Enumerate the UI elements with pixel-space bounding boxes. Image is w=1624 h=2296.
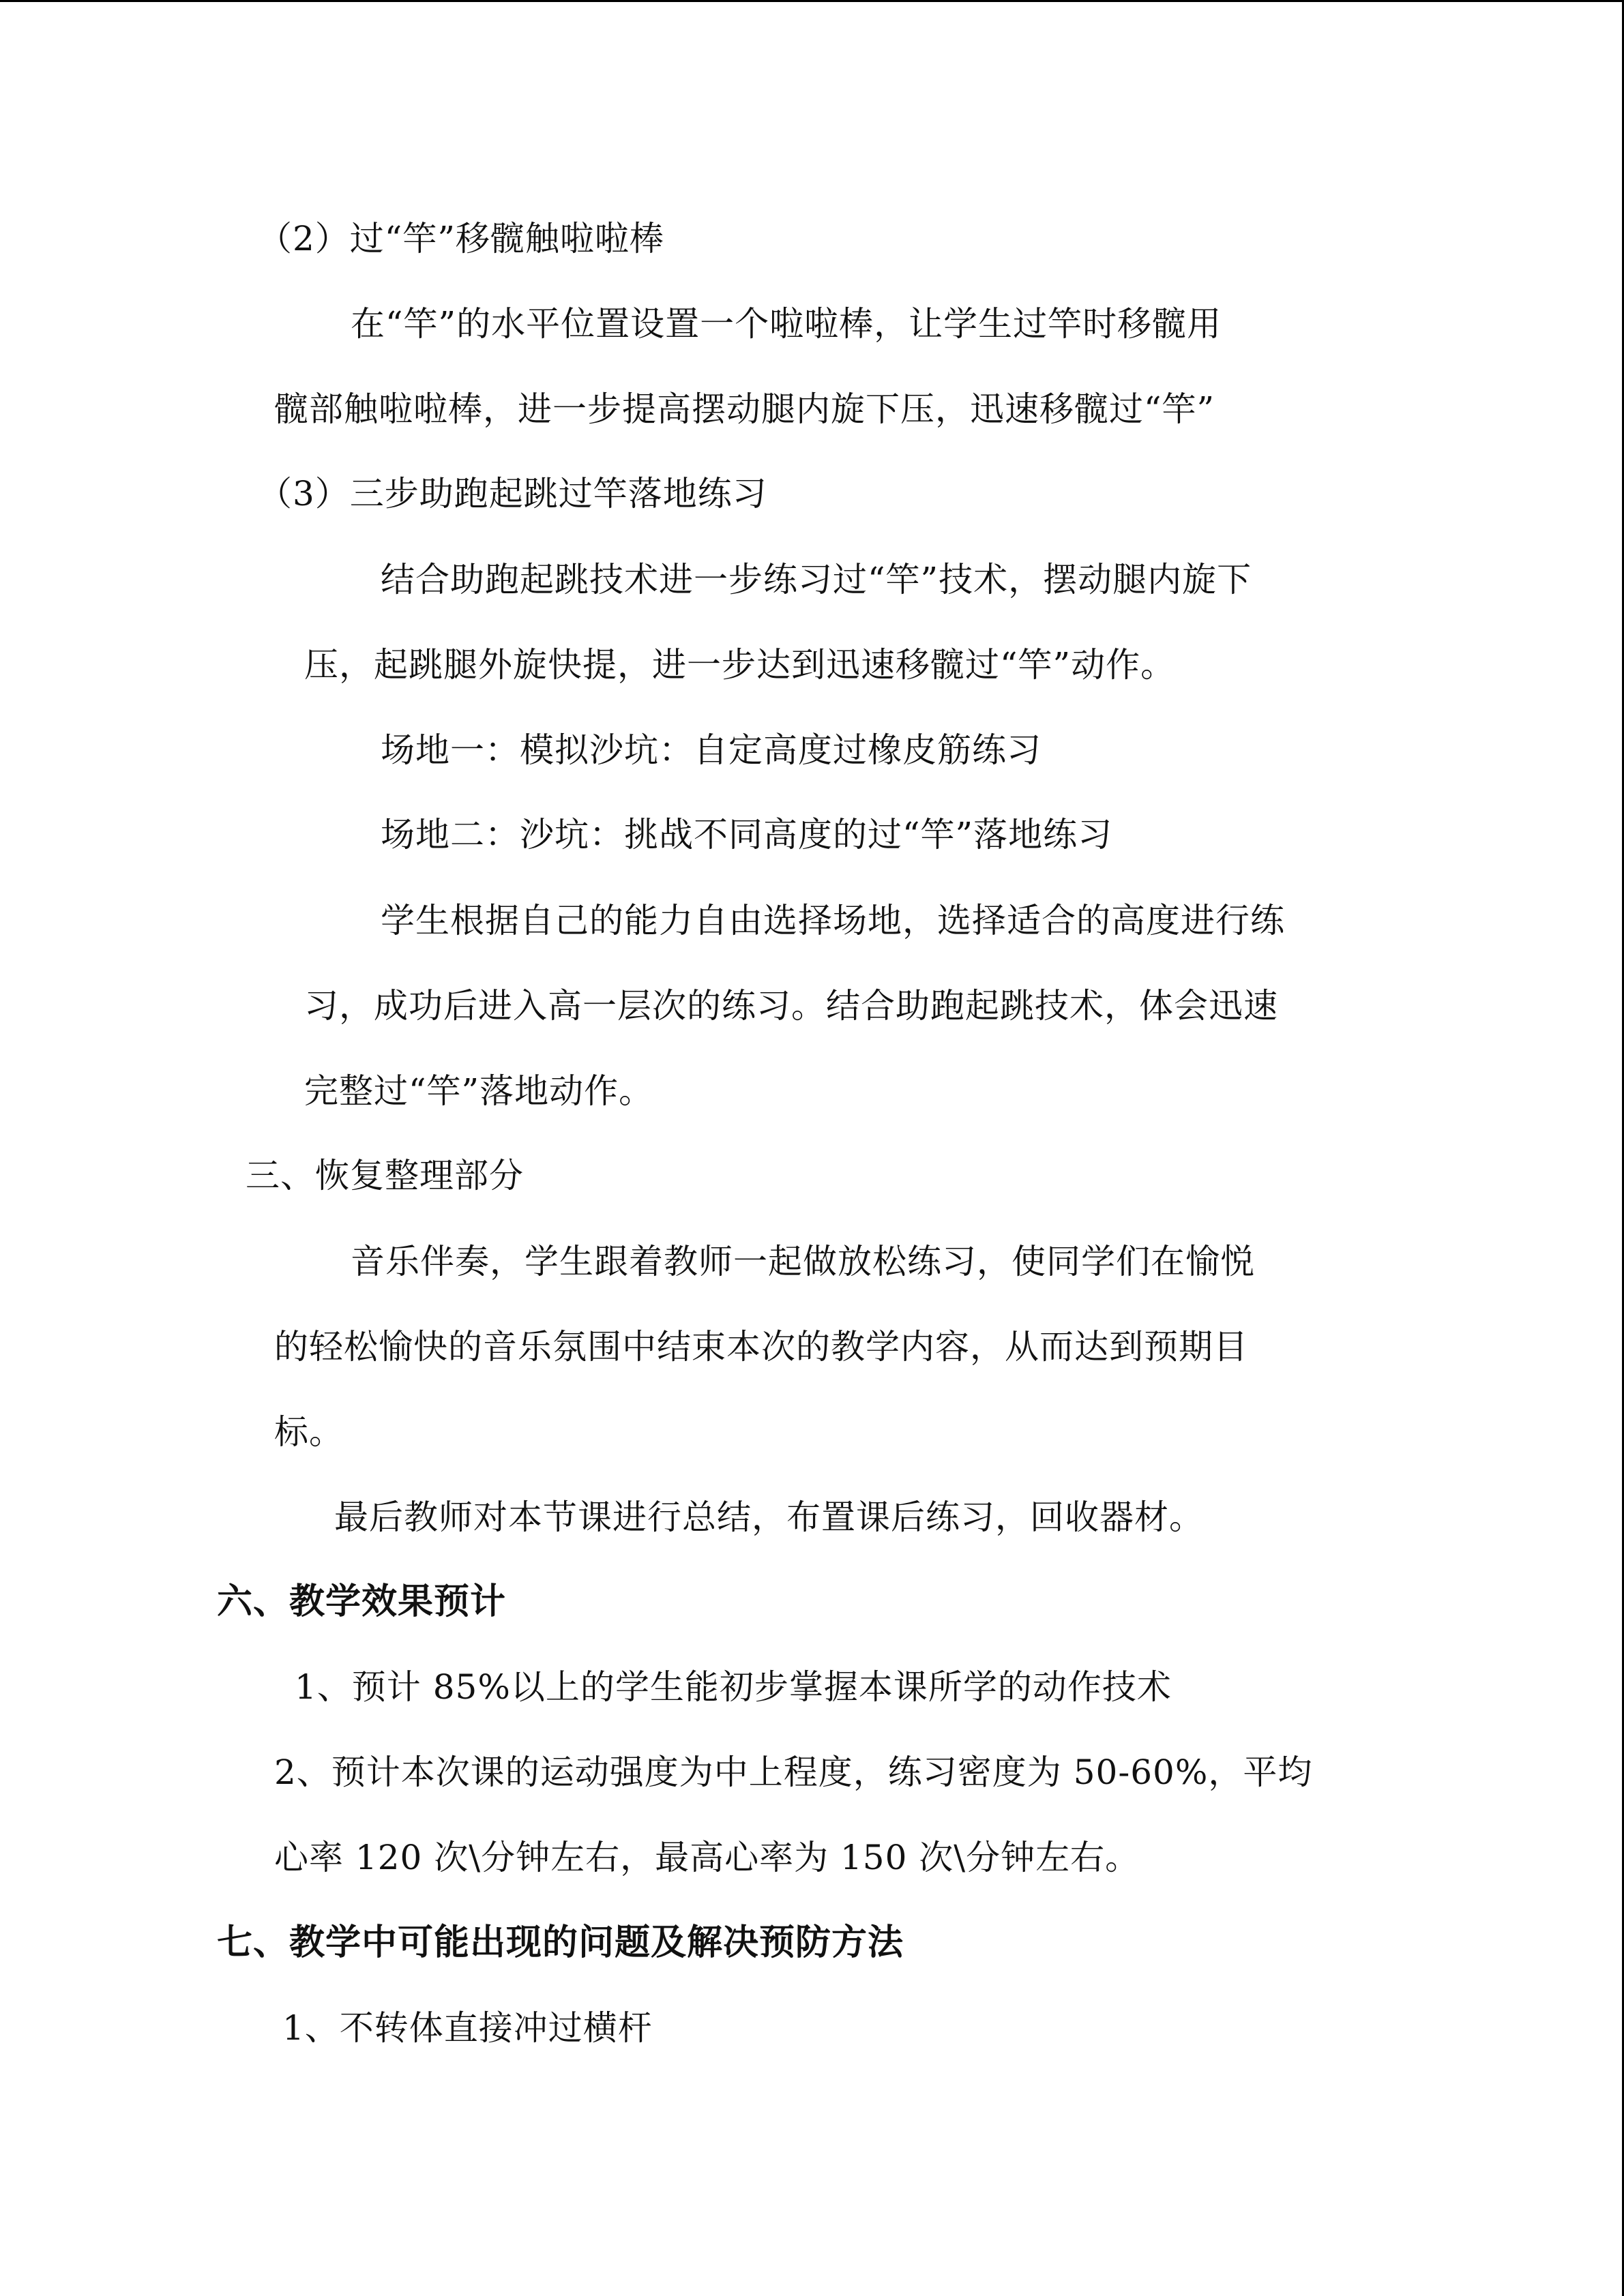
page-top-border (0, 0, 1624, 2)
paragraph-line: 标。 (274, 1412, 344, 1452)
list-item: 2、预计本次课的运动强度为中上程度，练习密度为 50-60%，平均 (274, 1753, 1313, 1792)
subheading-step-2: （2）过“竿”移髋触啦啦棒 (258, 219, 664, 258)
paragraph-line: 习，成功后进入高一层次的练习。结合助跑起跳技术，体会迅速 (304, 986, 1278, 1026)
paragraph-line: 压，起跳腿外旋快提，进一步达到迅速移髋过“竿”动作。 (304, 645, 1176, 685)
section-heading-problems: 七、教学中可能出现的问题及解决预防方法 (217, 1922, 904, 1963)
paragraph-line: 场地二：沙坑：挑战不同高度的过“竿”落地练习 (381, 815, 1113, 854)
paragraph-line: 最后教师对本节课进行总结，布置课后练习，回收器材。 (334, 1497, 1204, 1537)
section-heading-teaching-effect: 六、教学效果预计 (217, 1581, 507, 1622)
subheading-step-3: （3）三步助跑起跳过竿落地练习 (258, 474, 767, 513)
paragraph-line: 的轻松愉快的音乐氛围中结束本次的教学内容，从而达到预期目 (274, 1327, 1248, 1367)
section-heading: 三、恢复整理部分 (246, 1156, 524, 1195)
paragraph-line: 在“竿”的水平位置设置一个啦啦棒，让学生过竿时移髋用 (351, 304, 1222, 344)
paragraph-line: 学生根据自己的能力自由选择场地，选择适合的高度进行练 (381, 901, 1285, 940)
list-item: 1、不转体直接冲过横杆 (282, 2008, 653, 2048)
paragraph-line: 音乐伴奏，学生跟着教师一起做放松练习，使同学们在愉悦 (351, 1242, 1255, 1281)
list-item: 1、预计 85%以上的学生能初步掌握本课所学的动作技术 (295, 1667, 1172, 1707)
paragraph-line: 心率 120 次\分钟左右，最高心率为 150 次\分钟左右。 (274, 1838, 1140, 1877)
paragraph-line: 髋部触啦啦棒，进一步提高摆动腿内旋下压，迅速移髋过“竿” (274, 389, 1215, 429)
paragraph-line: 完整过“竿”落地动作。 (304, 1071, 654, 1111)
paragraph-line: 场地一：模拟沙坑：自定高度过橡皮筋练习 (381, 730, 1042, 770)
paragraph-line: 结合助跑起跳技术进一步练习过“竿”技术，摆动腿内旋下 (381, 560, 1252, 599)
